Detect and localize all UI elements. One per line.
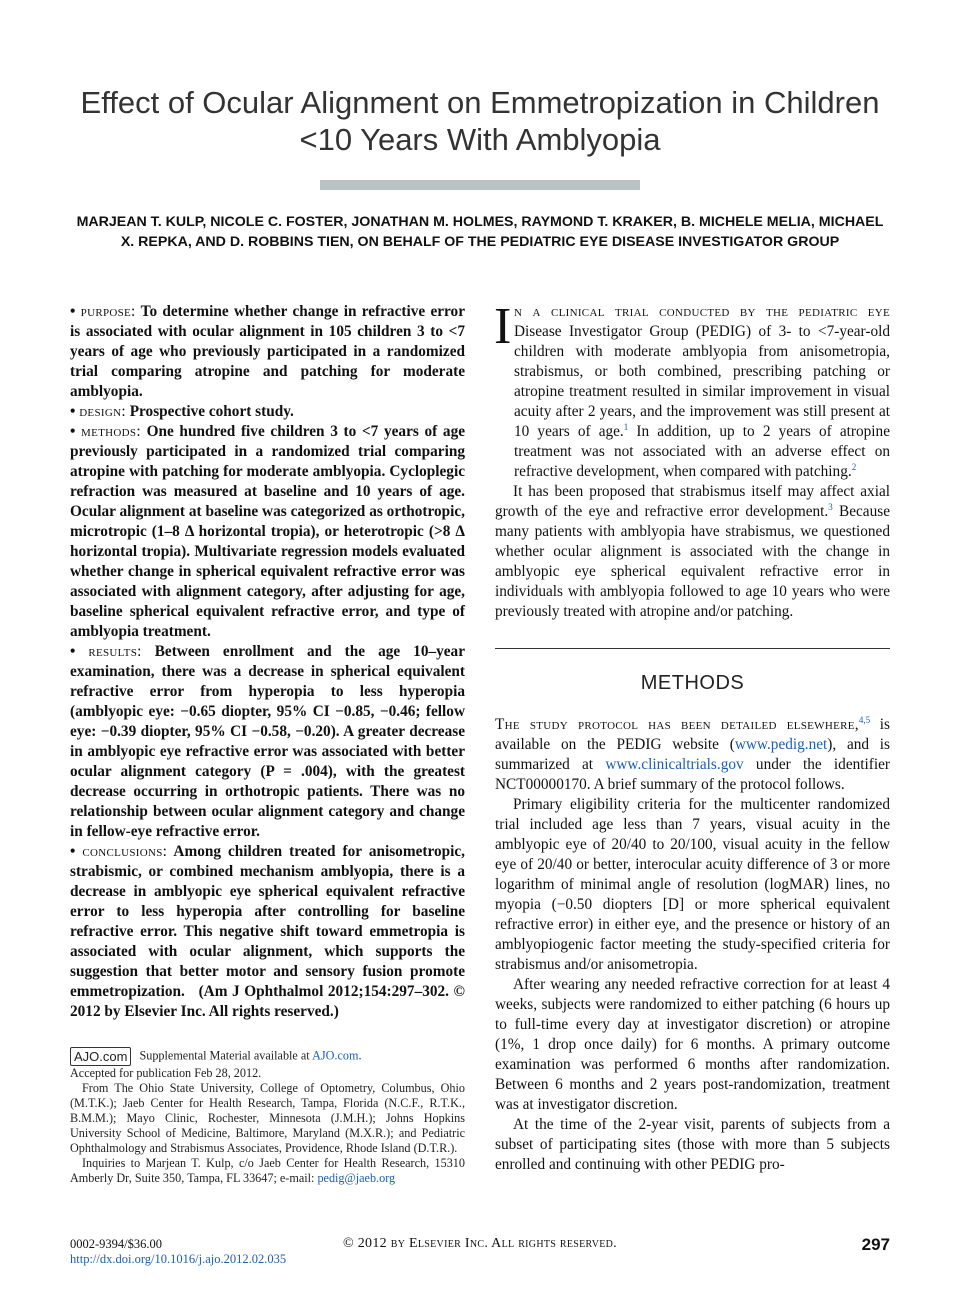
- intro-smallcaps: n a clinical trial conducted by the pediatric eye: [514, 303, 890, 320]
- conclusions-label: conclusions:: [82, 843, 168, 860]
- issn: 0002-9394/$36.00: [70, 1237, 163, 1251]
- author-list: MARJEAN T. KULP, NICOLE C. FOSTER, JONATHAN M. HOLMES, RAYMOND T. KRAKER, B. MICHELE MELIA, MICHAEL X. REPKA, AND D. ROBBINS TIEN, ON BEHALF OF THE PEDIATRIC EYE DISEASE INVESTIGATOR GROUP: [76, 214, 884, 250]
- supplemental-note: [70, 1047, 465, 1066]
- drop-cap: I: [494, 298, 512, 355]
- abstract-design: • design: Prospective cohort study.: [70, 403, 294, 420]
- supplemental-text: Supplemental Material available at: [139, 1048, 313, 1063]
- abstract-methods: • methods: One hundred five children 3 to <7 years of age previously participated in a randomized trial comparing atropine with patching for moderate amblyopia. Cycloplegic refraction was measured at baseline and 10 years of age. Ocular alignment at baseline was categorized as orthotropic, microtropic (1–8 Δ horizontal tropia), or heterotropic (>8 Δ horizontal tropia). Multivariate regression models evaluated whether change in spherical equivalent refractive error was associated with alignment category, after adjusting for age, baseline spherical equivalent refractive error, and type of amblyopia treatment.: [70, 423, 466, 640]
- ajo-link[interactable]: AJO.com: [312, 1048, 359, 1063]
- pedig-link[interactable]: www.pedig.net: [734, 736, 828, 753]
- m1-text-c: under the identifier NCT00000170. A brief summary of the protocol follows.: [495, 756, 890, 793]
- abstract: [70, 302, 465, 1022]
- doi-link[interactable]: http://dx.doi.org/10.1016/j.ajo.2012.02.035: [70, 1252, 287, 1266]
- design-label: design:: [79, 403, 126, 420]
- methods-paragraph-1: [495, 715, 890, 795]
- clinicaltrials-link[interactable]: www.clinicaltrials.gov: [605, 756, 744, 773]
- footer-copyright: © 2012 by Elsevier Inc. All rights reserved.: [343, 1236, 617, 1251]
- affiliations: From The Ohio State University, College of Optometry, Columbus, Ohio (M.T.K.); Jaeb Center for Health Research, Tampa, Florida (N.C.F., R.T.K., B.M.M.); Mayo Clinic, Rochester, Minnesota (J.M.H.); Johns Hopkins University School of Medicine, Baltimore, Maryland (M.X.R.); and Pediatric Ophthalmology and Strabismus Associates, Providence, Rhode Island (D.T.R.).: [70, 1081, 465, 1155]
- methods-label: methods:: [81, 423, 141, 440]
- ref-1[interactable]: 1: [623, 421, 629, 432]
- methods-paragraph-2: Primary eligibility criteria for the multicenter randomized trial included age less than 7 years, visual acuity in the amblyopic eye of 20/40 to 20/100, visual acuity in the fellow eye of 20/40 or better, interocular acuity difference of 3 or more logarithm of minimal angle of resolution (logMAR) lines, no myopia (−0.50 diopters [D] or more spherical equivalent refractive error) in either eye, and the presence or history of an amblyopiogenic factor meeting the study-specified criteria for strabismus and/or anisometropia.: [495, 796, 890, 973]
- section-divider: [495, 648, 890, 649]
- methods-paragraph-3: After wearing any needed refractive correction for at least 4 weeks, subjects were randomized to either patching (6 hours up to full-time every day at investigator discretion) or atropine (1%, 1 drop once daily) for 6 months. A primary outcome examination was performed 6 months after randomization. Between 6 months and 2 years post-randomization, treatment was at investigator discretion.: [495, 976, 890, 1113]
- second-paragraph: [495, 482, 890, 622]
- design-text: Prospective cohort study.: [129, 403, 294, 420]
- inquiries: [70, 1156, 465, 1186]
- accepted-date: Accepted for publication Feb 28, 2012.: [70, 1066, 262, 1080]
- ref-3[interactable]: 3: [828, 501, 833, 512]
- abstract-citation: (Am J Ophthalmol 2012;154:297–302. © 2012 by Elsevier Inc. All rights reserved.): [70, 983, 465, 1020]
- results-label: results:: [88, 643, 142, 660]
- title-divider: [320, 180, 640, 190]
- m1-text-b: ), and is summarized at: [495, 736, 891, 773]
- results-text: Between enrollment and the age 10–year examination, there was a decrease in spherical equivalent refractive error from hyperopia to less hyperopia (amblyopic eye: −0.65 diopter, 95% CI −0.85, −0.46; fellow eye: −0.39 diopter, 95% CI −0.58, −0.20). A greater decrease in amblyopic eye refractive error was associated with better ocular alignment category (P = .004), with the greatest decrease occurring in orthotropic patients. There was no relationship between ocular alignment category and change in fellow-eye refractive error.: [70, 643, 465, 840]
- page-number: 297: [861, 1235, 890, 1254]
- ajo-logo: AJO.com: [70, 1047, 131, 1066]
- abstract-conclusions: • conclusions: Among children treated for anisometropic, strabismic, or combined mechanism amblyopia, there is a decrease in amblyopic eye spherical equivalent refractive error to less hyperopia after controlling for baseline refractive error. This negative shift toward emmetropia is associated with ocular alignment, which supports the suggestion that better motor and sensory fusion promote emmetropization. (Am J Ophthalmol 2012;154:297–302. © 2012 by Elsevier Inc. All rights reserved.): [70, 843, 465, 1020]
- purpose-text: To determine whether change in refractive error is associated with ocular alignment in 105 children 3 to <7 years of age who previously participated in a randomized trial comparing atropine and patching for moderate amblyopia.: [70, 303, 465, 400]
- email-link[interactable]: pedig@jaeb.org: [317, 1171, 396, 1185]
- conclusions-text: Among children treated for anisometropic, strabismic, or combined mechanism amblyopia, there is a decrease in amblyopic eye spherical equivalent refractive error to less hyperopia after controlling for baseline refractive error. This negative shift toward emmetropia is associated with ocular alignment, which supports the suggestion that better motor and sensory fusion promote emmetropization.: [70, 843, 465, 1000]
- intro-text: Disease Investigator Group (PEDIG) of 3- to <7-year-old children with moderate amblyopia from anisometropia, strabismus, or both combined, prescribing patching or atropine treatment resulted in similar improvement in visual acuity after 2 years, and the improvement was still present at 10 years of age.: [514, 323, 890, 440]
- ref-4-5[interactable]: 4,5: [858, 714, 871, 725]
- intro-text-2: In addition, up to 2 years of atropine treatment was not associated with an adverse effect on refractive development, when compared with patching.: [514, 423, 890, 480]
- para2-text: It has been proposed that strabismus itself may affect axial growth of the eye and refractive error development.: [495, 483, 890, 520]
- ref-2[interactable]: 2: [851, 461, 857, 472]
- article-title: Effect of Ocular Alignment on Emmetropization in Children <10 Years With Amblyopia: [80, 85, 880, 157]
- supplemental-suffix: .: [358, 1048, 362, 1063]
- methods-text: One hundred five children 3 to <7 years of age previously participated in a randomized trial comparing atropine with patching for moderate amblyopia. Cycloplegic refraction was measured at baseline and 10 years of age. Ocular alignment at baseline was categorized as orthotropic, microtropic (1–8 Δ horizontal tropia), or heterotropic (>8 Δ horizontal tropia). Multivariate regression models evaluated whether change in spherical equivalent refractive error was associated with alignment category, after adjusting for age, baseline spherical equivalent refractive error, and type of amblyopia treatment.: [70, 423, 466, 640]
- purpose-label: purpose:: [80, 303, 136, 320]
- para2-text-2: Because many patients with amblyopia have strabismus, we questioned whether ocular alignment is associated with the change in amblyopic eye spherical equivalent refractive error in individuals with amblyopia followed to age 10 years who were previously treated with atropine and/or patching.: [495, 503, 890, 620]
- body-text: [494, 298, 891, 1175]
- methods-smallcaps: The study protocol has been detailed elsewhere,: [495, 716, 859, 733]
- abstract-results: • results: Between enrollment and the age 10–year examination, there was a decrease in spherical equivalent refractive error from hyperopia to less hyperopia (amblyopic eye: −0.65 diopter, 95% CI −0.85, −0.46; fellow eye: −0.39 diopter, 95% CI −0.58, −0.20). A greater decrease in amblyopic eye refractive error was associated with better ocular alignment category (P = .004), with the greatest decrease occurring in orthotropic patients. There was no relationship between ocular alignment category and change in fellow-eye refractive error.: [70, 643, 465, 840]
- footnotes: [70, 1047, 465, 1186]
- intro-paragraph: [494, 298, 890, 482]
- abstract-purpose: • purpose: To determine whether change in refractive error is associated with ocular alignment in 105 children 3 to <7 years of age who previously participated in a randomized trial comparing atropine and patching for moderate amblyopia.: [70, 303, 465, 400]
- inquiries-text: Inquiries to Marjean T. Kulp, c/o Jaeb Center for Health Research, 15310 Amberly Dr, Suite 350, Tampa, FL 33647; e-mail:: [70, 1156, 465, 1185]
- m1-text-a: is available on the PEDIG website (: [495, 716, 891, 753]
- methods-paragraph-4: At the time of the 2-year visit, parents of subjects from a subset of participating sites (those with more than 5 subjects enrolled and continuing with other PEDIG pro-: [495, 1116, 890, 1173]
- methods-heading: METHODS: [640, 672, 745, 694]
